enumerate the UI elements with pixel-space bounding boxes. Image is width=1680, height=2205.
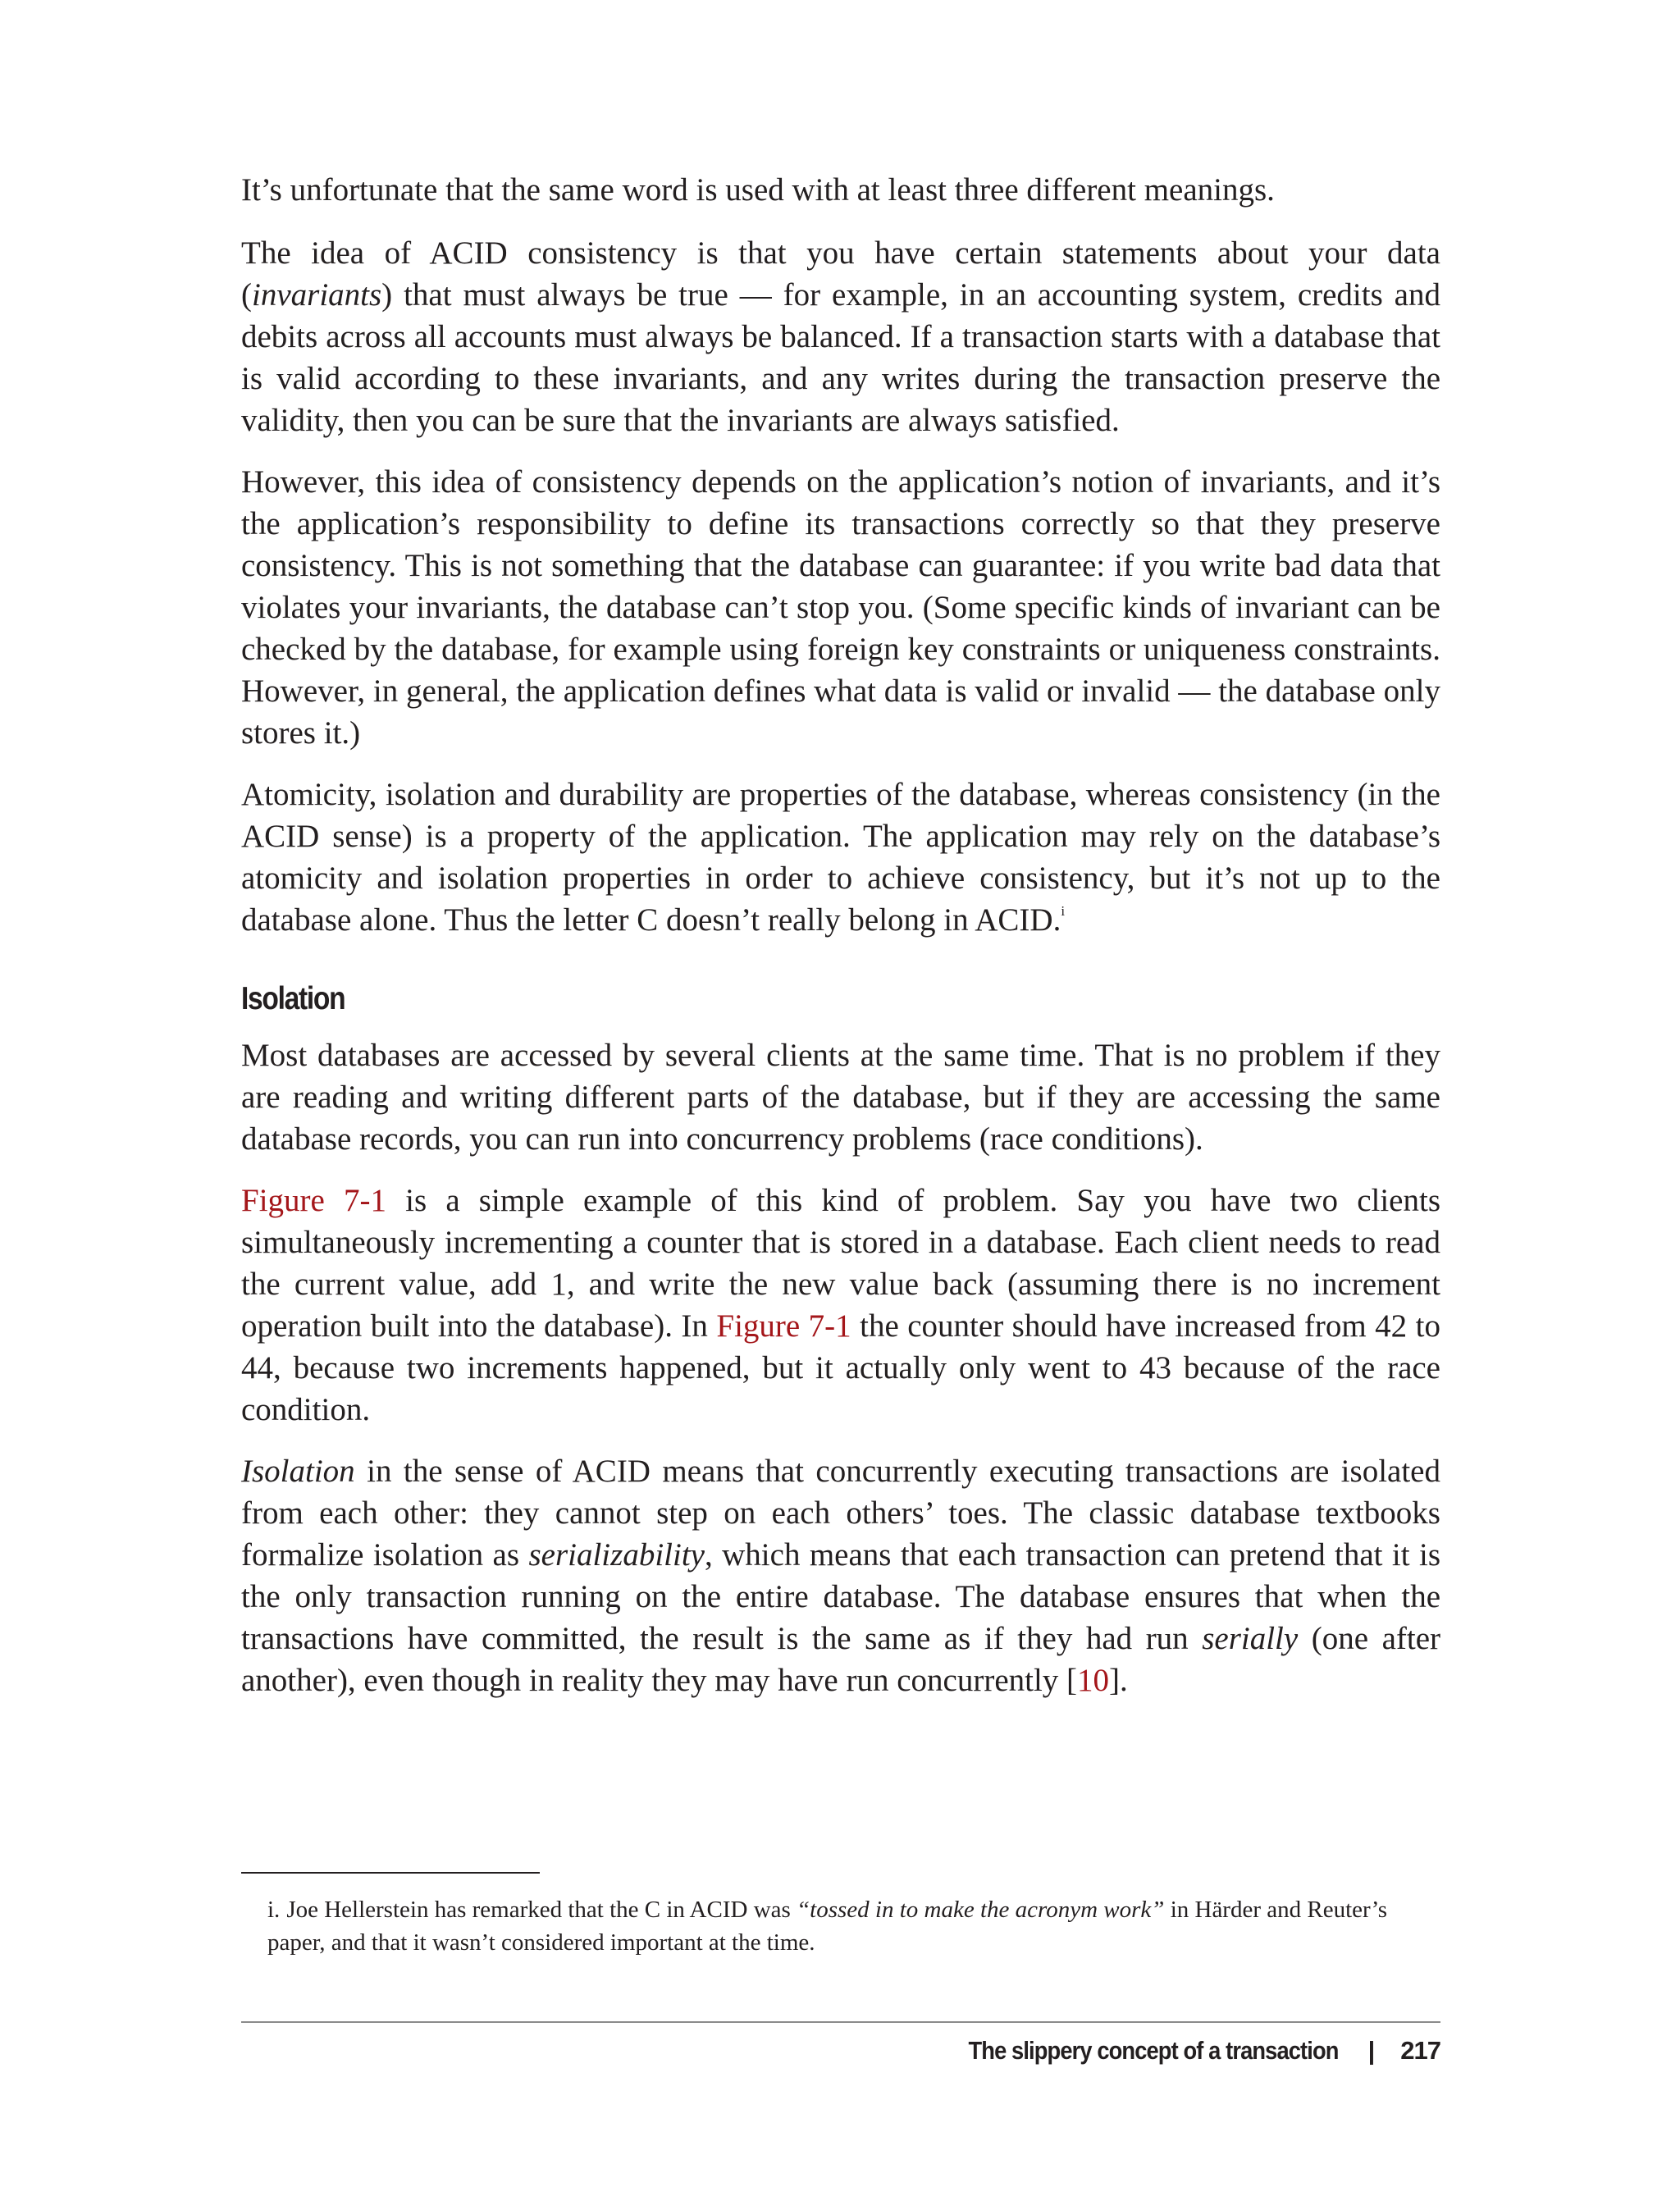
footnote-text: in Härder and Reuter’s paper, and that it wasn’t considered important at the time.	[267, 1897, 1388, 1956]
paragraph-text: , which means that each transaction can pretend that it is the only transaction running on the entire database. The database ensures that when the transactions have committed, the result is the same as if they had run	[241, 1537, 1440, 1656]
paragraph	[241, 1450, 1440, 1701]
footer-divider	[241, 2021, 1440, 2023]
paragraph-text: ) that must always be true — for example, in an accounting system, credits and debits across all accounts must always be balanced. If a transaction starts with a database that is valid according to these invariants, and any writes during the transaction preserve the validity, then you can be sure that the invariants are always satisfied.	[241, 277, 1440, 438]
paragraph-text: the counter should have increased from 42 to 44, because two increments happened, but it actually only went to 43 because of the race condition.	[241, 1308, 1440, 1427]
paragraph-text: Most databases are accessed by several clients at the same time. That is no problem if they are reading and writing different parts of the database, but if they are accessing the same database records, you can run into concurrency problems (race conditions).	[241, 1038, 1440, 1157]
page-body	[241, 169, 1440, 1721]
paragraph-text: It’s unfortunate that the same word is used with at least three different meanings.	[241, 172, 1275, 208]
paragraph-text: Atomicity, isolation and durability are properties of the database, whereas consistency (in the ACID sense) is a property of the application. The application may rely on the database’s atomicity and isolation properties in order to achieve consistency, but it’s not up to the database alone. Thus the letter C doesn’t really belong in ACID.	[241, 777, 1440, 938]
paragraph	[241, 169, 1440, 211]
emphasis-term: serially	[1202, 1621, 1299, 1656]
emphasis-term: Isolation	[241, 1454, 355, 1489]
running-title: The slippery concept of a transaction	[968, 2036, 1339, 2065]
citation-link[interactable]: 10	[1077, 1663, 1110, 1698]
paragraph	[241, 1034, 1440, 1160]
paragraph	[241, 1180, 1440, 1431]
page-footer	[918, 2036, 1440, 2066]
page-number: 217	[1400, 2036, 1440, 2065]
section-heading: Isolation	[241, 981, 345, 1016]
emphasis-term: serializability	[528, 1537, 705, 1573]
paragraph-text: is a simple example of this kind of problem. Say you have two clients simultaneously incrementing a counter that is stored in a database. Each client needs to read the current value, add 1, and write the new value back (assuming there is no increment operation built into the database). In	[241, 1183, 1441, 1344]
paragraph-text: The idea of ACID consistency is that you have certain statements about your data (	[241, 235, 1440, 313]
figure-link[interactable]: Figure 7-1	[716, 1308, 851, 1344]
footnote-text: Joe Hellerstein has remarked that the C in ACID was	[286, 1897, 797, 1923]
paragraph	[241, 461, 1440, 754]
paragraph-text: ].	[1109, 1663, 1128, 1698]
footnote-marker[interactable]: i	[1061, 903, 1066, 919]
emphasis-term: invariants	[252, 277, 382, 313]
paragraph-text: in the sense of ACID means that concurrently executing transactions are isolated from each other: they cannot step on each others’ toes. The classic database textbooks formalize isolation as	[241, 1454, 1440, 1573]
footnote-divider	[241, 1872, 540, 1874]
paragraph	[241, 774, 1440, 941]
paragraph-text: (one after another), even though in reality they may have run concurrently [	[241, 1621, 1440, 1698]
footnote	[267, 1893, 1432, 1959]
paragraph-text: However, this idea of consistency depends on the application’s notion of invariants, and it’s the application’s responsibility to define its transactions correctly so that they preserve consistency. This is not something that the database can guarantee: if you write bad data that violates your invariants, the database can’t stop you. (Some specific kinds of invariant can be checked by the database, for example using foreign key constraints or uniqueness constraints. However, in general, the application defines what data is valid or invalid — the database only stores it.)	[241, 464, 1440, 751]
footnote-quote: “tossed in to make the acronym work”	[797, 1897, 1165, 1923]
figure-link[interactable]: Figure 7-1	[241, 1183, 386, 1218]
paragraph	[241, 232, 1440, 441]
footnote-label: i.	[267, 1897, 281, 1923]
footer-separator: |	[1367, 2036, 1375, 2065]
